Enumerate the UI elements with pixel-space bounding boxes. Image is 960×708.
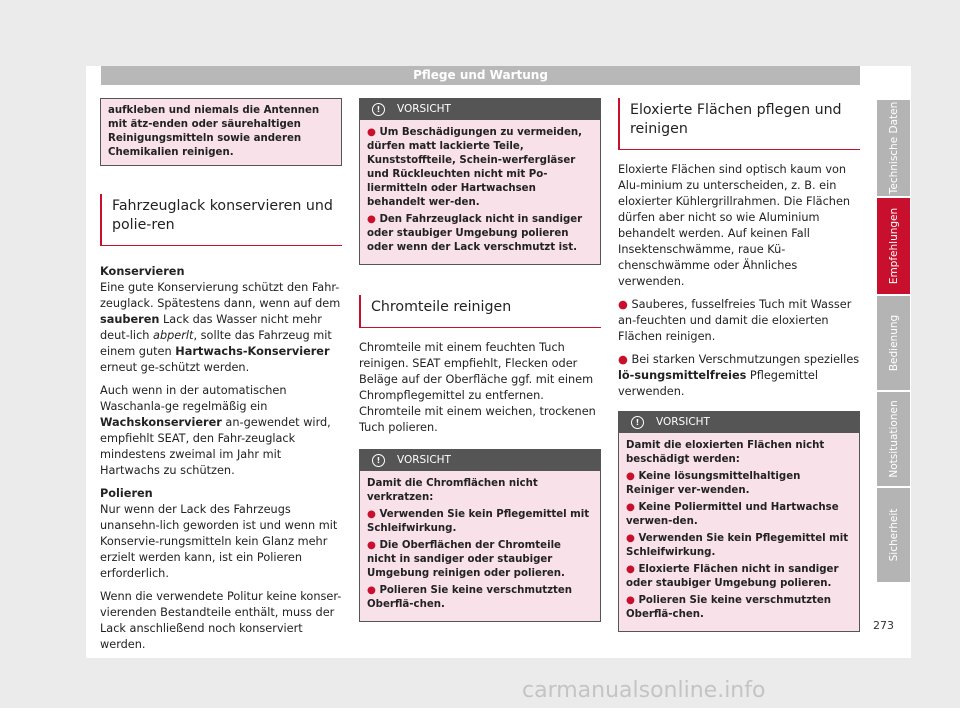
bullet-icon: ● bbox=[618, 353, 628, 366]
warning-icon: ! bbox=[631, 416, 644, 429]
paragraph: Nur wenn der Lack des Fahrzeugs unansehn-lich geworden ist und wenn mit Konservie-rungsmitteln kein Glanz mehr erzielt werden kann, ist ein Polieren erforderlich. bbox=[100, 503, 338, 580]
warning-item: ● Verwenden Sie kein Pflegemittel mit Schleifwirkung. bbox=[626, 533, 849, 558]
page-number: 273 bbox=[873, 619, 894, 632]
warning-box bbox=[359, 449, 601, 622]
warning-title: VORSICHT bbox=[397, 454, 451, 466]
bullet-paragraph: ● Bei starken Verschmutzungen spezielles lö-sungsmittelfreies Pflegemittel verwenden. bbox=[618, 353, 860, 398]
subheading-polieren: Polieren bbox=[100, 487, 153, 500]
column-3 bbox=[618, 98, 860, 632]
bullet-icon: ● bbox=[367, 509, 376, 520]
section-title-eloxiert: Eloxierte Flächen pflegen und reinigen bbox=[618, 98, 860, 150]
watermark: carmanualsonline.info bbox=[522, 678, 766, 703]
bullet-icon: ● bbox=[367, 127, 376, 138]
bullet-icon: ● bbox=[626, 564, 635, 575]
warning-intro: Damit die Chromflächen nicht verkratzen: bbox=[367, 478, 538, 503]
warning-item: ● Den Fahrzeuglack nicht in sandiger oder staubiger Umgebung polieren oder wenn der Lack verschmutzt ist. bbox=[367, 214, 583, 253]
warning-item: ● Polieren Sie keine verschmutzten Oberflä-chen. bbox=[626, 595, 832, 620]
warning-title: VORSICHT bbox=[656, 416, 710, 428]
warning-icon: ! bbox=[372, 454, 385, 467]
bullet-icon: ● bbox=[626, 471, 635, 482]
section-title-chrom: Chromteile reinigen bbox=[359, 295, 601, 328]
subheading-konservieren: Konservieren bbox=[100, 265, 185, 278]
warning-icon: ! bbox=[372, 103, 385, 116]
paragraph: Chromteile mit einem feuchten Tuch reinigen. SEAT empfiehlt, Flecken oder Beläge auf der Oberfläche ggf. mit einem Chrompflegemittel zu entfernen. Chromteile mit einem weichen, trockenen Tuch polieren. bbox=[359, 341, 596, 434]
bullet-icon: ● bbox=[626, 502, 635, 513]
bullet-icon: ● bbox=[618, 298, 628, 311]
bullet-icon: ● bbox=[367, 585, 376, 596]
tab-empfehlungen[interactable]: Empfehlungen bbox=[877, 198, 910, 294]
warning-box bbox=[618, 411, 860, 632]
tab-technische-daten[interactable]: Technische Daten bbox=[877, 100, 910, 196]
warning-intro: Damit die eloxierten Flächen nicht beschädigt werden: bbox=[626, 440, 825, 465]
page-header: Pflege und Wartung bbox=[101, 66, 860, 85]
paragraph: Auch wenn in der automatischen Waschanla-ge regelmäßig ein Wachskonservierer an-gewendet wird, empfiehlt SEAT, den Fahr-zeuglack mindestens zweimal im Jahr mit Hartwachs zu schützen. bbox=[100, 384, 331, 477]
tab-sicherheit[interactable]: Sicherheit bbox=[877, 488, 910, 582]
warning-item: ● Keine lösungsmittelhaltigen Reiniger ver-wenden. bbox=[626, 471, 801, 496]
warning-box bbox=[359, 98, 601, 265]
note-box: aufkleben und niemals die Antennen mit ätz-enden oder säurehaltigen Reinigungsmitteln sowie anderen Chemikalien reinigen. bbox=[100, 98, 342, 166]
bullet-icon: ● bbox=[367, 214, 376, 225]
tab-bedienung[interactable]: Bedienung bbox=[877, 296, 910, 390]
warning-item: ● Keine Poliermittel und Hartwachse verwen-den. bbox=[626, 502, 839, 527]
paragraph: Eloxierte Flächen sind optisch kaum von Alu-minium zu unterscheiden, z. B. ein eloxierter Kühlergrillrahmen. Die Flächen dürfen aber nicht so wie Aluminium behandelt werden. Auf keinen Fall Insektenschwämme, raue Kü-chenschwämme oder Ähnliches verwenden. bbox=[618, 163, 851, 288]
warning-title: VORSICHT bbox=[397, 103, 451, 115]
warning-item: ● Verwenden Sie kein Pflegemittel mit Schleifwirkung. bbox=[367, 509, 590, 534]
section-title-lack: Fahrzeuglack konservieren und polie-ren bbox=[100, 194, 342, 246]
bullet-icon: ● bbox=[367, 540, 376, 551]
column-1 bbox=[100, 98, 342, 660]
paragraph: Wenn die verwendete Politur keine konser-vierenden Bestandteile enthält, muss der Lack anschließend noch konserviert werden. bbox=[100, 590, 342, 651]
warning-item: ● Die Oberflächen der Chromteile nicht in sandiger oder staubiger Umgebung reinigen oder polieren. bbox=[367, 540, 565, 579]
tab-notsituationen[interactable]: Notsituationen bbox=[877, 392, 910, 486]
bullet-icon: ● bbox=[626, 533, 635, 544]
paragraph: Eine gute Konservierung schützt den Fahr-zeuglack. Spätestens dann, wenn auf dem sauberen Lack das Wasser nicht mehr deut-lich abperlt, sollte das Fahrzeug mit einem guten Hartwachs-Konservierer erneut ge-schützt werden. bbox=[100, 281, 341, 374]
warning-item: ● Um Beschädigungen zu vermeiden, dürfen matt lackierte Teile, Kunststoffteile, Schein-werfergläser und Rückleuchten nicht mit Po-liermitteln oder Hartwachsen behandelt wer-den. bbox=[367, 127, 583, 208]
column-2 bbox=[359, 98, 601, 622]
bullet-icon: ● bbox=[626, 595, 635, 606]
bullet-paragraph: ● Sauberes, fusselfreies Tuch mit Wasser an-feuchten und damit die eloxierten Flächen reinigen. bbox=[618, 298, 852, 343]
warning-item: ● Eloxierte Flächen nicht in sandiger oder staubiger Umgebung polieren. bbox=[626, 564, 839, 589]
warning-item: ● Polieren Sie keine verschmutzten Oberflä-chen. bbox=[367, 585, 573, 610]
